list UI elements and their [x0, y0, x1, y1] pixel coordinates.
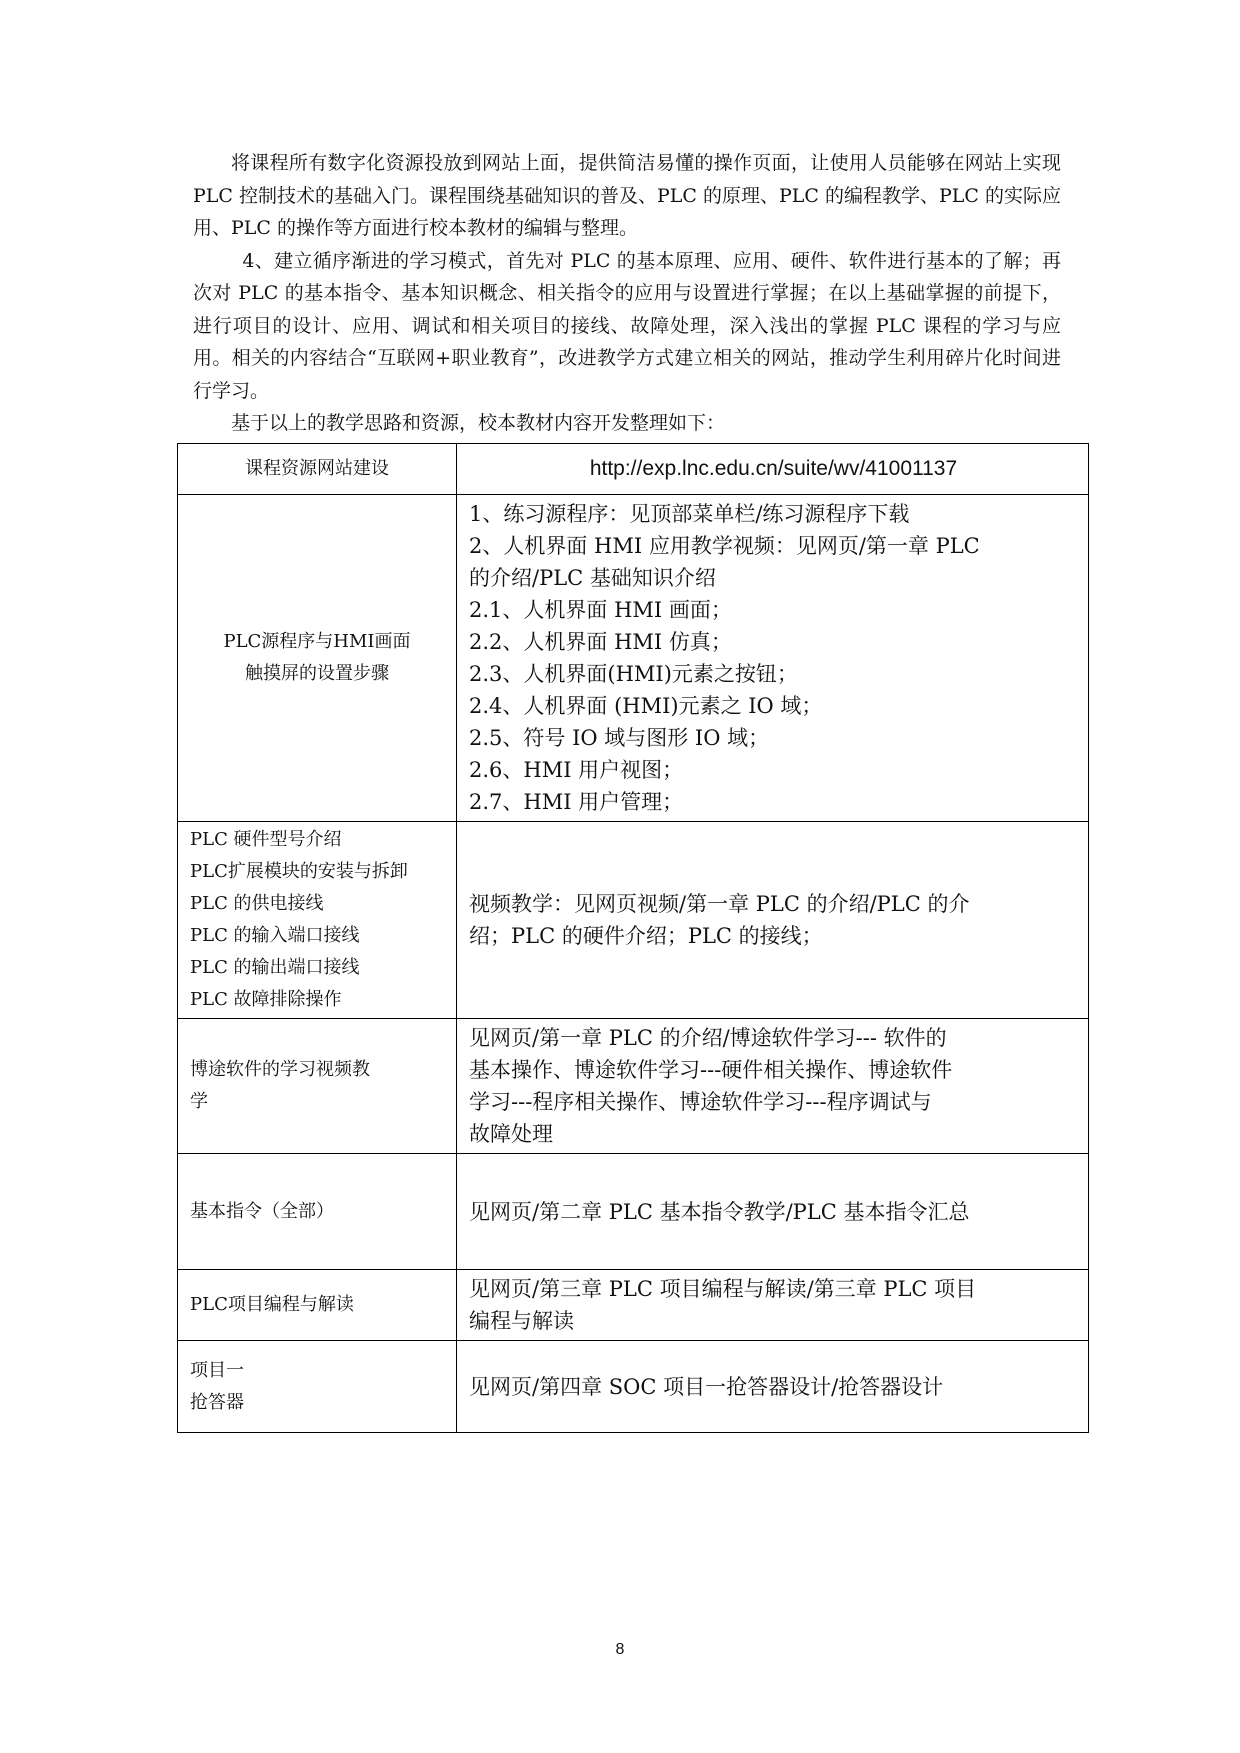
- cell-line: 课程资源网站建设: [245, 458, 389, 479]
- cell-line: PLC 硬件型号介绍: [190, 829, 342, 850]
- table-cell-left: [178, 1341, 457, 1433]
- table-row: [178, 1270, 1089, 1341]
- cell-line: 1、练习源程序：见顶部菜单栏/练习源程序下载: [469, 502, 910, 526]
- cell-line: 学: [190, 1091, 208, 1112]
- table-cell-right: [457, 822, 1089, 1019]
- cell-line: 故障处理: [469, 1122, 553, 1146]
- table-cell-left: [178, 495, 457, 822]
- cell-line: 2.5、符号 IO 域与图形 IO 域；: [469, 726, 770, 750]
- table-cell-right: [457, 1270, 1089, 1341]
- cell-line: PLC 故障排除操作: [190, 989, 342, 1010]
- table-row: [178, 444, 1089, 495]
- cell-line: 编程与解读: [469, 1309, 574, 1333]
- table-row: [178, 495, 1089, 822]
- table-row: [178, 1154, 1089, 1270]
- cell-line: 视频教学：见网页视频/第一章 PLC 的介绍/PLC 的介: [469, 892, 970, 916]
- cell-line: 2.2、人机界面 HMI 仿真；: [469, 630, 732, 654]
- paragraph-3: 基于以上的教学思路和资源，校本教材内容开发整理如下：: [231, 412, 726, 434]
- cell-line: 博途软件的学习视频教: [190, 1059, 370, 1080]
- table-cell-right: [457, 495, 1089, 822]
- cell-line: 项目一: [190, 1359, 244, 1381]
- cell-line: PLC 的输出端口接线: [190, 957, 360, 978]
- cell-line: PLC项目编程与解读: [190, 1294, 354, 1315]
- table-cell-left: [178, 1270, 457, 1341]
- cell-line: 2.7、HMI 用户管理；: [469, 790, 684, 814]
- table-row: [178, 822, 1089, 1019]
- cell-line: 2.6、HMI 用户视图；: [469, 758, 684, 782]
- cell-line: 见网页/第二章 PLC 基本指令教学/PLC 基本指令汇总: [469, 1199, 970, 1224]
- cell-line: 2.1、人机界面 HMI 画面；: [469, 598, 732, 622]
- table-cell-right: [457, 444, 1089, 495]
- cell-line: 绍；PLC 的硬件介绍；PLC 的接线；: [469, 924, 823, 948]
- paragraph-1: 将课程所有数字化资源投放到网站上面，提供简洁易懂的操作页面，让使用人员能够在网站上实现 PLC 控制技术的基础入门。课程围绕基础知识的普及、PLC 的原理、PLC 的编程教学、PLC 的实际应用、PLC 的操作等方面进行校本教材的编辑与整理。: [193, 152, 1061, 239]
- table-cell-right: [457, 1154, 1089, 1270]
- body-text: [193, 147, 1061, 440]
- cell-line: 基本操作、博途软件学习---硬件相关操作、博途软件: [469, 1058, 953, 1082]
- cell-line: 基本指令（全部）: [190, 1200, 334, 1222]
- table-cell-right: [457, 1341, 1089, 1433]
- cell-line: 触摸屏的设置步骤: [245, 663, 389, 684]
- cell-line: 见网页/第三章 PLC 项目编程与解读/第三章 PLC 项目: [469, 1277, 977, 1301]
- cell-line: 2.3、人机界面(HMI)元素之按钮；: [469, 662, 798, 686]
- table-cell-right: [457, 1019, 1089, 1154]
- cell-line: 见网页/第一章 PLC 的介绍/博途软件学习--- 软件的: [469, 1026, 947, 1050]
- table-cell-left: [178, 444, 457, 495]
- cell-line: PLC扩展模块的安装与拆卸: [190, 861, 408, 882]
- paragraph-2: 4、建立循序渐进的学习模式，首先对 PLC 的基本原理、应用、硬件、软件进行基本的了解；再次对 PLC 的基本指令、基本知识概念、相关指令的应用与设置进行掌握；在以上基础掌握的前提下，进行项目的设计、应用、调试和相关项目的接线、故障处理，深入浅出的掌握 PLC 课程的学习与应用。相关的内容结合“互联网+职业教育”，改进教学方式建立相关的网站，推动学生利用碎片化时间进行学习。: [193, 249, 1061, 402]
- cell-line: 学习---程序相关操作、博途软件学习---程序调试与: [469, 1090, 932, 1114]
- cell-line: PLC 的供电接线: [190, 893, 324, 914]
- cell-line: 抢答器: [190, 1391, 244, 1413]
- cell-line: PLC源程序与HMI画面: [223, 631, 411, 652]
- table-cell-left: [178, 1154, 457, 1270]
- cell-line: 见网页/第四章 SOC 项目一抢答器设计/抢答器设计: [469, 1374, 944, 1399]
- table-cell-left: [178, 1019, 457, 1154]
- table-cell-left: [178, 822, 457, 1019]
- cell-line: 2.4、人机界面 (HMI)元素之 IO 域；: [469, 694, 823, 718]
- page-number: 8: [615, 1641, 625, 1658]
- course-website-url[interactable]: http://exp.lnc.edu.cn/suite/wv/41001137: [589, 457, 958, 480]
- cell-line: 的介绍/PLC 基础知识介绍: [469, 566, 716, 590]
- content-table: [177, 443, 1089, 1433]
- cell-line: 2、人机界面 HMI 应用教学视频：见网页/第一章 PLC: [469, 534, 980, 558]
- cell-line: PLC 的输入端口接线: [190, 925, 360, 946]
- table-row: [178, 1019, 1089, 1154]
- table-row: [178, 1341, 1089, 1433]
